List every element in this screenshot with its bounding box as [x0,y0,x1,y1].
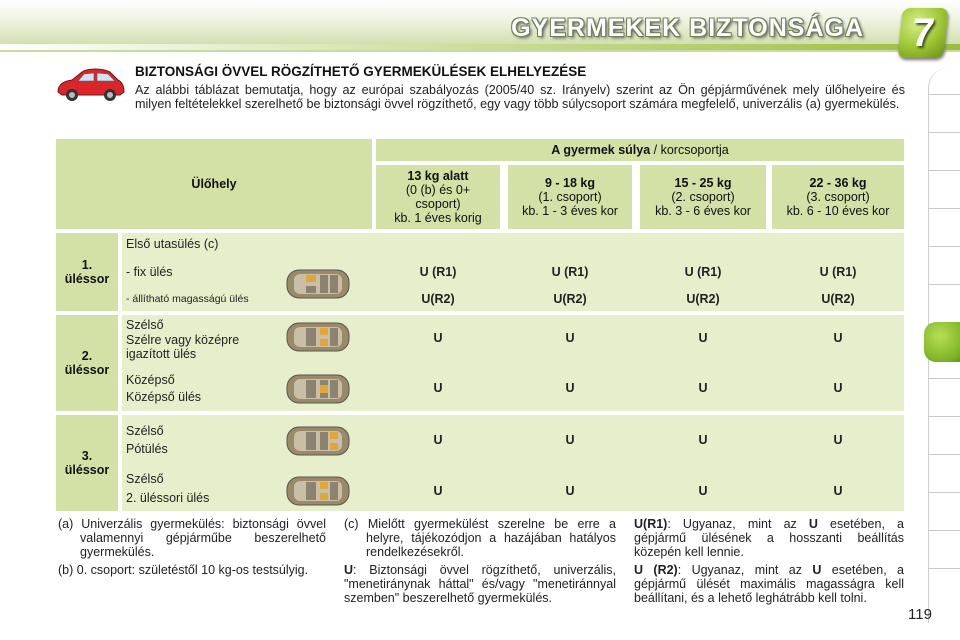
tab-divider [928,132,960,133]
value-cell: U(R2) [821,292,855,306]
page-number: 119 [908,606,932,623]
value-cell: U [565,433,575,447]
seat-diagram-icon [286,372,350,406]
row-label-2: 2. üléssor [56,315,118,411]
group-age: kb. 1 - 3 éves kor [522,204,618,218]
row-2-body [122,315,904,411]
value-cell: U [565,381,575,395]
seat-line: Szélre vagy középre igazított ülés [126,333,240,361]
chapter-number-badge: 7 [897,8,948,58]
tab-divider [928,170,960,171]
seat-line: Szélső [126,472,164,486]
tab-divider [928,454,960,455]
value-cell: U [433,331,443,345]
weight-group-header [376,139,904,161]
value-cell: U [565,331,575,345]
active-chapter-tab[interactable] [924,322,960,362]
value-cell: U(R2) [553,292,587,306]
value-cell: U [433,381,443,395]
seat-column-header: Ülőhely [56,139,372,229]
header-stripe [0,44,960,50]
row-label-3: 3. üléssor [56,415,118,511]
value-cell: U [833,433,843,447]
group-weight: 15 - 25 kg [674,176,732,190]
group-age: kb. 1 éves korig [394,211,482,225]
car-icon [54,64,126,104]
seat-line: Szélső [126,318,164,332]
chapter-title: GYERMEKEK BIZTONSÁGA [511,14,864,42]
seat-diagram-icon [286,474,350,508]
group-label: (3. csoport) [806,190,870,204]
footnote-u: U: Biztonsági övvel rögzíthető, univerzális, "menetiránynak háttal" és/vagy "menetiránnyal szemben" beszerelhető gyermekülés. [344,563,616,605]
footnote-r2: U (R2): Ugyanaz, mint az U esetében, a gépjármű ülését maximális magasságra kell beállítani, és a lehető leghátrább kell tolni. [634,563,904,605]
seat-diagram-icon [286,267,350,301]
seat-line: - állítható magasságú ülés [126,293,249,305]
seat-line: Szélső [126,424,164,438]
tab-divider [928,530,960,531]
footnotes-right [634,517,904,605]
value-cell: U [698,484,708,498]
footnote-b: (b) 0. csoport: születéstől 10 kg-os testsúlyig. [58,563,309,577]
group-label: (2. csoport) [671,190,735,204]
group-label: (0 (b) és 0+ csoport) [405,183,471,211]
group-header-0 [376,165,500,229]
row-label-1: 1. üléssor [56,233,118,311]
value-cell: U (R1) [551,265,589,279]
value-cell: U (R1) [684,265,722,279]
value-cell: U [433,433,443,447]
value-cell: U(R2) [686,292,720,306]
tab-divider [928,246,960,247]
footnote-r1: U(R1): Ugyanaz, mint az U esetében, a gépjármű ülésének a hosszanti beállítás közepén kell lennie. [634,517,904,559]
footnotes-left [58,517,326,577]
value-cell: U [698,331,708,345]
value-cell: U(R2) [421,292,455,306]
group-label: (1. csoport) [538,190,602,204]
group-weight: 13 kg alatt [407,169,469,183]
group-weight: 9 - 18 kg [544,176,596,190]
tab-divider [928,378,960,379]
tab-divider [928,492,960,493]
seat-line: Középső ülés [126,390,202,404]
group-age: kb. 3 - 6 éves kor [655,204,751,218]
value-cell: U (R1) [419,265,457,279]
weight-header-rest: / korcsoportja [650,143,729,157]
value-cell: U [698,381,708,395]
value-cell: U (R1) [819,265,857,279]
value-cell: U [833,331,843,345]
tab-divider [928,416,960,417]
tab-divider [928,208,960,209]
seat-diagram-icon [286,320,350,354]
seat-title: Első utasülés (c) [126,237,219,251]
group-age: kb. 6 - 10 éves kor [786,204,890,218]
footnote-c: (c) Mielőtt gyermekülést szerelne be erre a helyre, tájékozódjon a hazájában hatályos rendelkezésekről. [344,517,616,559]
group-header-1 [508,165,632,229]
section-title: BIZTONSÁGI ÖVVEL RÖGZÍTHETŐ GYERMEKÜLÉSEK ELHELYEZÉSE [135,64,587,79]
seat-line: Középső [126,373,175,387]
seat-line: Pótülés [126,442,168,456]
group-header-2 [640,165,766,229]
value-cell: U [698,433,708,447]
footnotes-middle [344,517,616,605]
group-weight: 22 - 36 kg [809,176,867,190]
weight-header-bold: A gyermek súlya [551,143,651,157]
row-3-body [122,415,904,511]
tab-divider [928,94,960,95]
footnote-a: (a) Univerzális gyermekülés: biztonsági övvel valamennyi gépjárműbe beszerelhető gyermekülés. [58,517,326,559]
value-cell: U [833,381,843,395]
intro-paragraph: Az alábbi táblázat bemutatja, hogy az európai szabályozás (2005/40 sz. Irányelv) szerint az Ön gépjárművének mely ülőhelyeire és milyen feltételekkel szerelhető be biztonsági övvel rögzíthető, egy vagy több súlycsoport számára megfelelő, univerzális (a) gyermekülés. [135,83,905,111]
seat-line: 2. üléssori ülés [126,491,210,505]
value-cell: U [433,484,443,498]
seat-diagram-icon [286,424,350,458]
tab-divider [928,284,960,285]
group-header-3 [772,165,904,229]
seat-line: - fix ülés [126,265,173,279]
tab-divider [928,568,960,569]
value-cell: U [833,484,843,498]
value-cell: U [565,484,575,498]
